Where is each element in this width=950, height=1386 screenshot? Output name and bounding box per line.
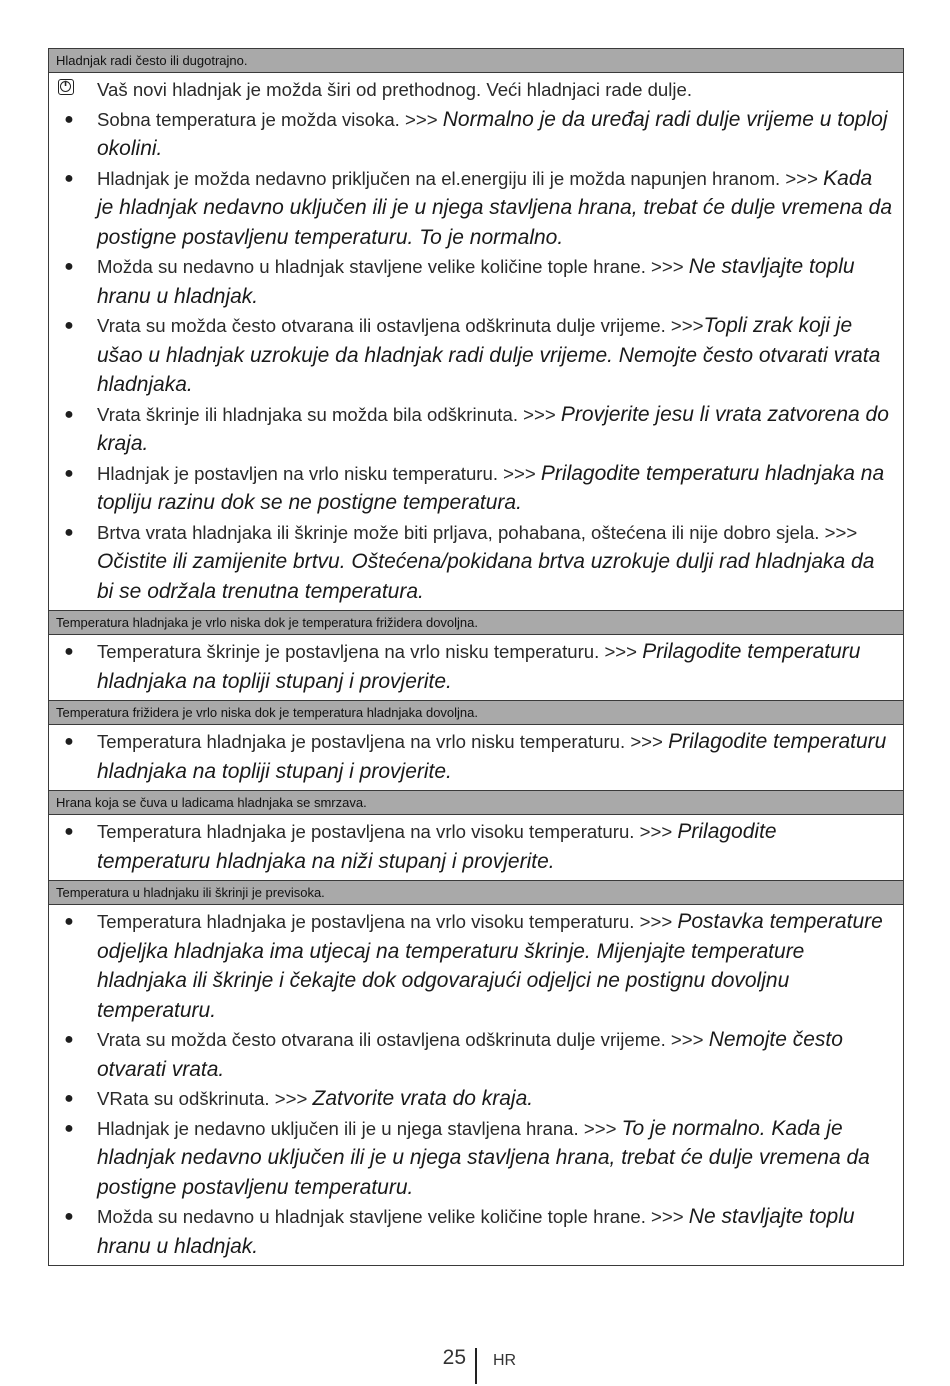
section-body [49, 725, 903, 791]
item-text: Hladnjak je postavljen na vrlo nisku temperaturu. >>> [97, 462, 541, 484]
bullet-icon: ● [64, 823, 74, 840]
item-remedy: Topli zrak koji je ušao u hladnjak uzrokuje da hladnjak radi dulje vrijeme. Nemojte često otvarati vrata hladnjaka. [97, 314, 881, 396]
item-remedy: Nemojte često otvarati vrata. [97, 1028, 843, 1081]
page-number: 25 [442, 1346, 466, 1369]
list-item [49, 1025, 903, 1084]
list-item [49, 1114, 903, 1203]
bullet-icon: ● [64, 1031, 74, 1048]
section-body [49, 815, 903, 881]
list-item [49, 459, 903, 518]
section-body [49, 73, 903, 611]
bullet-icon: ● [64, 1208, 74, 1225]
item-text: Temperatura škrinje je postavljena na vrlo nisku temperaturu. >>> [97, 641, 643, 662]
item-text: Možda su nedavno u hladnjak stavljene velike količine tople hrane. >>> [97, 256, 689, 277]
list-item [49, 817, 903, 876]
item-text: Vrata su možda često otvarana ili ostavljena odškrinuta dulje vrijeme. >>> [97, 315, 704, 336]
list-item [49, 164, 903, 253]
list-item [49, 252, 903, 311]
item-text: Možda su nedavno u hladnjak stavljene velike količine tople hrane. >>> [97, 1206, 689, 1227]
bullet-icon: ● [64, 643, 74, 660]
bullet-icon: ● [64, 110, 74, 128]
list-item [49, 518, 903, 607]
bullet-icon: ● [64, 169, 74, 187]
list-item [49, 105, 903, 164]
troubleshooting-table [48, 48, 904, 1266]
bullet-icon: ● [64, 733, 74, 750]
item-remedy: Zatvorite vrata do kraja. [312, 1087, 534, 1110]
item-text: Vrata su možda često otvarana ili ostavljena odškrinuta dulje vrijeme. >>> [97, 1029, 709, 1050]
item-text: Vaš novi hladnjak je možda širi od prethodnog. Veći hladnjaci rade dulje. [97, 79, 693, 100]
item-remedy: Provjerite jesu li vrata zatvorena do kraja. [97, 402, 889, 455]
item-remedy: Normalno je da uređaj radi dulje vrijeme u toploj okolini. [97, 107, 888, 160]
bullet-icon: ● [64, 464, 74, 482]
item-text: Temperatura hladnjaka je postavljena na vrlo nisku temperaturu. >>> [97, 731, 669, 752]
list-item [49, 727, 903, 786]
list-item [49, 907, 903, 1025]
info-icon [58, 79, 74, 95]
item-remedy: Prilagodite temperaturu hladnjaka na topliji stupanj i provjerite. [97, 640, 861, 693]
list-item [49, 400, 903, 459]
item-remedy: Postavka temperature odjeljka hladnjaka ima utjecaj na temperaturu škrinje. Mijenjajte temperature hladnjaka ili škrinje i čekajte dok odgovarajući odjeljci ne postignu dovoljnu temperaturu. [97, 910, 883, 1022]
footer-divider [475, 1348, 477, 1384]
item-remedy: Ne stavljajte toplu hranu u hladnjak. [97, 255, 855, 308]
item-text: Vrata škrinje ili hladnjaka su možda bila odškrinuta. >>> [97, 403, 561, 425]
item-text: Temperatura hladnjaka je postavljena na vrlo visoku temperaturu. >>> [97, 911, 678, 932]
item-text: Brtva vrata hladnjaka ili škrinje može biti prljava, pohabana, oštećena ili nije dobro sjela. >>> [97, 521, 858, 543]
item-remedy: Prilagodite temperaturu hladnjaka na niži stupanj i provjerite. [97, 820, 777, 873]
section-heading: Temperatura u hladnjaku ili škrinji je previsoka. [49, 881, 903, 905]
item-text: Temperatura hladnjaka je postavljena na vrlo visoku temperaturu. >>> [97, 821, 678, 842]
item-text: Hladnjak je nedavno uključen ili je u njega stavljena hrana. >>> [97, 1117, 622, 1139]
bullet-icon: ● [64, 913, 74, 930]
list-item [49, 311, 903, 400]
section-heading: Temperatura hladnjaka je vrlo niska dok je temperatura frižidera dovoljna. [49, 611, 903, 635]
bullet-icon: ● [64, 317, 74, 334]
section-heading: Hladnjak radi često ili dugotrajno. [49, 49, 903, 73]
list-item [49, 1084, 903, 1114]
bullet-icon: ● [64, 523, 74, 541]
page-footer [0, 1346, 950, 1386]
section-heading: Temperatura frižidera je vrlo niska dok je temperatura hladnjaka dovoljna. [49, 701, 903, 725]
language-code: HR [493, 1352, 517, 1369]
item-remedy: Prilagodite temperaturu hladnjaka na topliji stupanj i provjerite. [97, 730, 887, 783]
bullet-icon: ● [64, 258, 74, 275]
section-body [49, 905, 903, 1265]
item-remedy: To je normalno. Kada je hladnjak nedavno uključen ili je u njega stavljena hrana, trebat će dulje vremena da postigne postavljenu temperaturu. [97, 1116, 870, 1199]
item-text: Sobna temperatura je možda visoka. >>> [97, 108, 443, 130]
item-remedy: Prilagodite temperaturu hladnjaka na topliju razinu dok se ne postigne temperatura. [97, 461, 885, 514]
info-item [49, 75, 903, 105]
item-text: VRata su odškrinuta. >>> [97, 1088, 313, 1109]
item-remedy: Očistite ili zamijenite brtvu. Oštećena/pokidana brtva uzrokuje dulji rad hladnjaka da bi se održala trenutna temperatura. [97, 550, 875, 603]
bullet-icon: ● [64, 1090, 74, 1107]
item-remedy: Ne stavljajte toplu hranu u hladnjak. [97, 1205, 855, 1258]
section-body [49, 635, 903, 701]
list-item [49, 1202, 903, 1261]
item-remedy: Kada je hladnjak nedavno uključen ili je u njega stavljena hrana, trebat će dulje vremena da postigne postavljenu temperaturu. To je normalno. [97, 166, 893, 249]
bullet-icon: ● [64, 405, 74, 423]
list-item [49, 637, 903, 696]
item-text: Hladnjak je možda nedavno priključen na el.energiju ili je možda napunjen hranom. >>> [97, 167, 824, 189]
section-heading: Hrana koja se čuva u ladicama hladnjaka se smrzava. [49, 791, 903, 815]
bullet-icon: ● [64, 1119, 74, 1137]
